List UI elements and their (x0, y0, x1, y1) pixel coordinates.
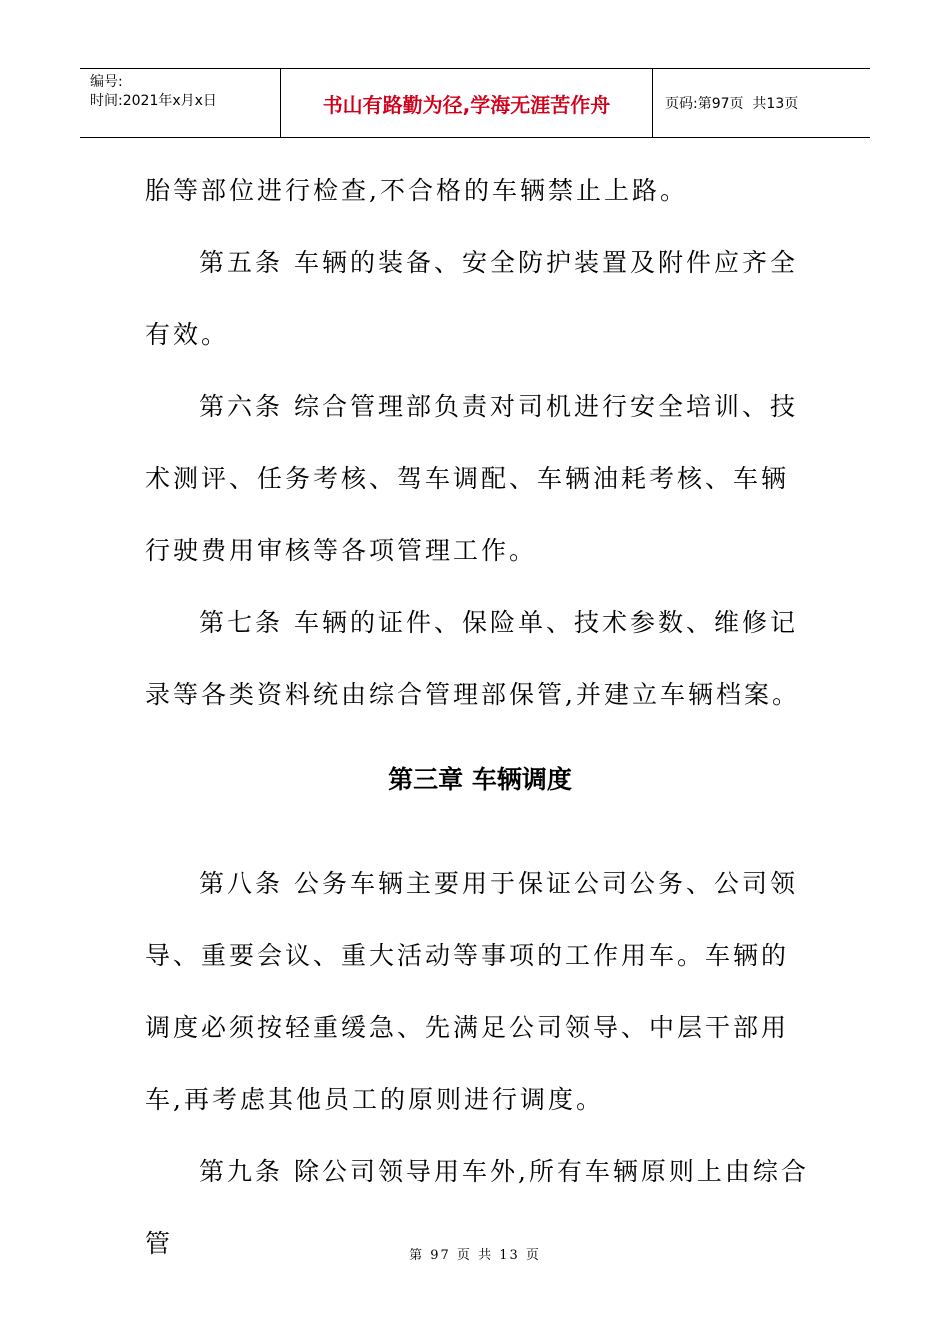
section-vehicle-dispatch (145, 848, 815, 1280)
article-9: 第九条 除公司领导用车外,所有车辆原则上由综合管 (145, 1157, 809, 1258)
article-5: 第五条 车辆的装备、安全防护装置及附件应齐全有效。 (145, 248, 798, 349)
section-vehicle-management (145, 155, 815, 731)
article-7: 第七条 车辆的证件、保险单、技术参数、维修记录等各类资料统由综合管理部保管,并建立车辆档案。 (145, 608, 800, 709)
paragraph-continuation: 胎等部位进行检查,不合格的车辆禁止上路。 (145, 176, 688, 205)
chapter-title: 第三章 车辆调度 (388, 765, 572, 794)
page-header (80, 68, 870, 138)
header-page-info (653, 69, 870, 137)
document-number-label: 编号: (90, 74, 123, 90)
header-meta (80, 69, 280, 137)
header-motto: 书山有路勤为径,学海无涯苦作舟 (280, 69, 653, 137)
article-8: 第八条 公务车辆主要用于保证公司公务、公司领导、重要会议、重大活动等事项的工作用车。车辆的调度必须按轻重缓急、先满足公司领导、中层干部用车,再考虑其他员工的原则进行调度。 (145, 869, 798, 1114)
page-footer: 第 97 页 共 13 页 (409, 1248, 541, 1263)
document-date-label: 时间:2021年x月x日 (90, 93, 217, 109)
article-6: 第六条 综合管理部负责对司机进行安全培训、技术测评、任务考核、驾车调配、车辆油耗考核、车辆行驶费用审核等各项管理工作。 (145, 392, 798, 565)
header-page-label: 页码:第97页 共13页 (665, 96, 799, 112)
